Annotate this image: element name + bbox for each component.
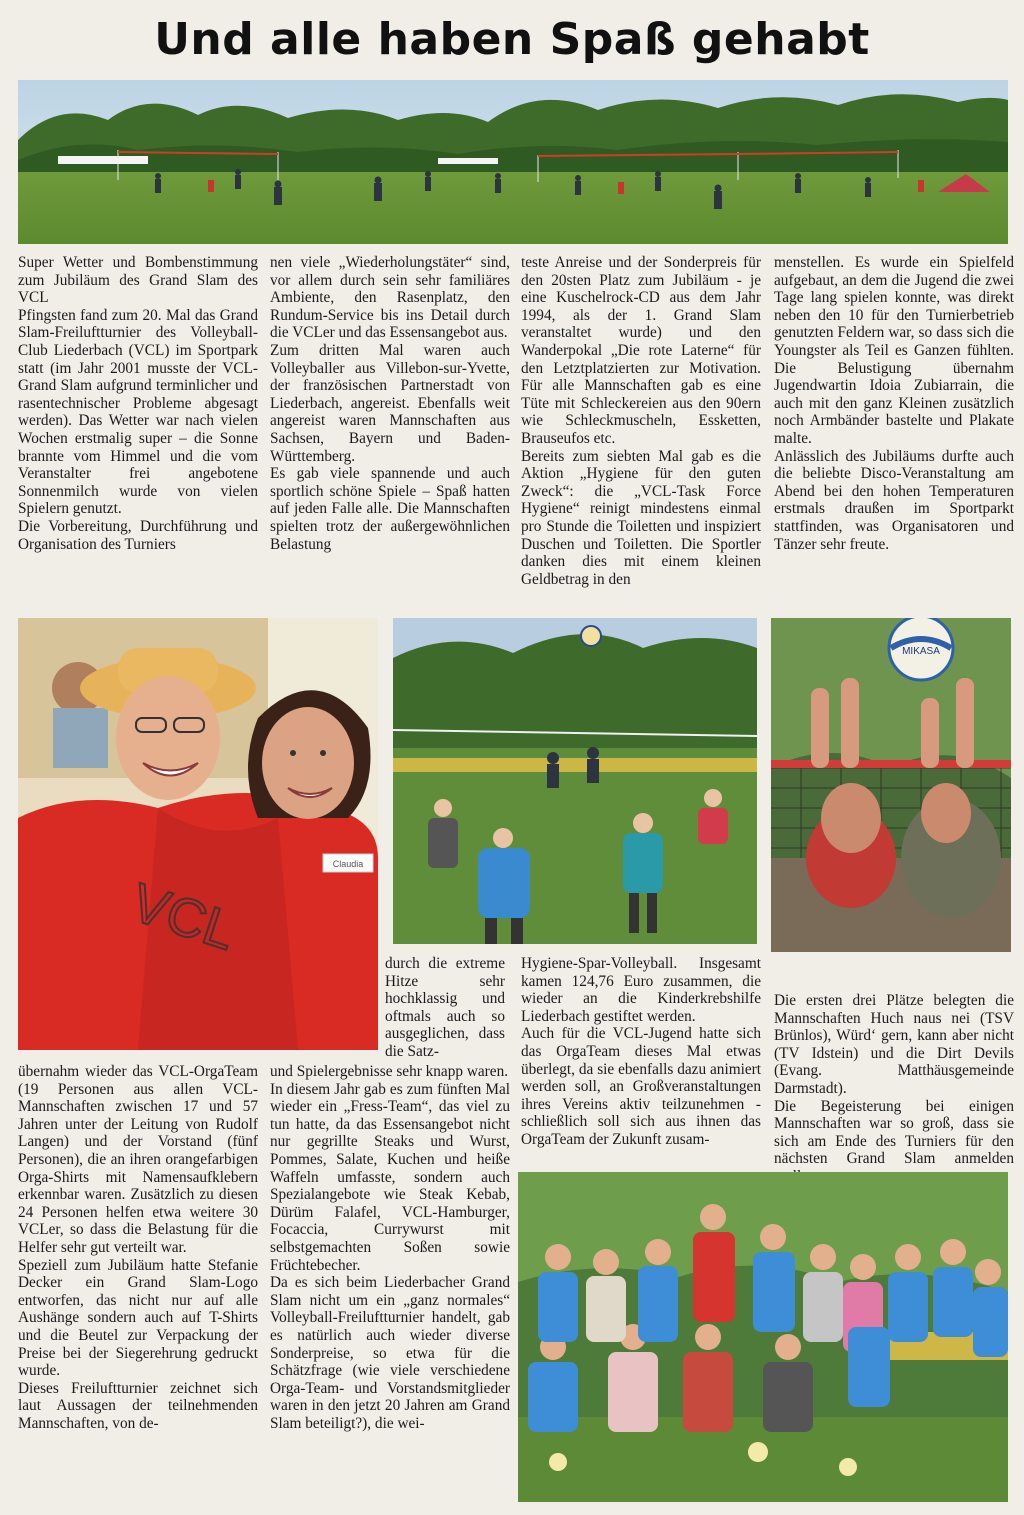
shirt-vcl-text: VCL bbox=[124, 872, 243, 962]
article-column-2-continued: und Spielergebnisse sehr knapp waren. In diesem Jahr gab es zum fünften Mal wieder ein „Fress-Team“, das viel zu tun hatte, da das Essensangebot nicht nur gegrillte Steaks und Wurst, Pommes, Salate, Kuchen und heiße Waffeln umfasste, sondern auch Spezialangebote wie Steak Kebab, Dürüm Falafel, VCL-Hamburger, Focaccia, Currywurst mit selbstgemachten Soßen sowie Früchtebecher. Da es sich beim Liederbacher Grand Slam nicht um ein „ganz normales“ Volleyball-Freiluftturnier handelt, gab es natürlich auch wieder diverse Sonderpreise, so etwa für die Schätzfrage (wie viele verschiedene Orga-Team- und Vorstandsmitglieder waren in den jetzt 20 Jahren am Grand Slam beteiligt?), die wei- bbox=[270, 1063, 510, 1432]
article-column-3: teste Anreise und der Sonderpreis für den 20sten Platz zum Jubiläum - je eine Kuschelrock-CD aus dem Jahr 1994, als der 1. Grand Slam veranstaltet wurde) und den Wanderpokal „Die rote Laterne“ für den Letztplatzierten zur Motivation. Für alle Mannschaften gab es eine Tüte mit Schleckereien aus den 90ern wie Schleckmuscheln, Essketten, Brauseufos etc. Bereits zum siebten Mal gab es die Aktion „Hygiene für den guten Zweck“: die „VCL-Task Force Hygiene“ reinigt mindestens einmal pro Stunde die Toiletten und inspiziert Duschen und Toiletten. Die Sportler danken dies mit einem kleinen Geldbetrag in den bbox=[521, 254, 761, 588]
women-portrait-photo bbox=[18, 618, 378, 1050]
volleyball-game-photo bbox=[393, 618, 757, 944]
headline: Und alle haben Spaß gehabt bbox=[154, 14, 870, 65]
article-column-2-wrap: durch die extreme Hitze sehr hochklassig und oftmals auch so ausgeglichen, dass die Satz- bbox=[385, 955, 505, 1060]
article-column-4: menstellen. Es wurde ein Spielfeld aufgebaut, an dem die Jugend die zwei Tage lang spielen konnte, was direkt neben den 10 für den Turnierbetrieb genutzten Feldern war, so dass sich die Youngster als Teil es Ganzen fühlten. Die Belustigung übernahm Jugendwartin Idoia Zubiarrain, die auch mit den ganz Kleinen zusätzlich noch Armbänder bastelte und Plakate malte. Anlässlich des Jubiläums durfte auch die beliebte Disco-Veranstaltung am Abend bei den hohen Temperaturen erstmals draußen im Sportparkt stattfinden, was Organisatoren und Tänzer sehr freute. bbox=[774, 254, 1014, 553]
article-column-1: Super Wetter und Bombenstimmung zum Jubiläum des Grand Slam des VCL Pfingsten fand zum 20. Mal das Grand Slam-Freiluftturnier des Volleyball-Club Liederbach (VCL) im Sportpark statt (im Jahr 2001 musste der VCL-Grand Slam aufgrund terminlicher und rasentechnischer Probleme abgesagt werden). Das Wetter war nach vielen Wochen erstmalig super – die Sonne brannte vom Himmel und die vom Veranstalter frei angebotene Sonnenmilch wurde von vielen Spielern genutzt. Die Vorbereitung, Durchführung und Organisation des Turniers bbox=[18, 254, 258, 553]
ball-brand-text: MIKASA bbox=[902, 646, 940, 657]
article-column-2: nen viele „Wiederholungstäter“ sind, vor allem durch sein sehr familiäres Ambiente, den Rasenplatz, den Rundum-Service bis ins Detail durch die VCLer und das Essensangebot aus. Zum dritten Mal waren auch Volleyballer aus Villebon-sur-Yvette, der französischen Partnerstadt von Liederbach, angereist. Ebenfalls weit angereist waren Mannschaften aus Sachsen, Bayern und Baden-Württemberg. Es gab viele spannende und auch sportlich schöne Spiele – Spaß hatten auf jeden Falle alle. Die Mannschaften spielten trotz der außergewöhnlichen Belastung bbox=[270, 254, 510, 553]
article-column-4-continued: Die ersten drei Plätze belegten die Mannschaften Huch naus nei (TSV Brünlos), Würd‘ gern, kann aber nicht (TV Idstein) und die Dirt Devils (Evang. Matthäusgemeinde Darmstadt). Die Begeisterung bei einigen Mannschaften war so groß, dass sie sich am Ende des Turniers für den nächsten Grand Slam anmelden bbox=[774, 992, 1014, 1168]
volleyball-block-photo bbox=[771, 618, 1011, 952]
name-badge: Claudia bbox=[332, 859, 364, 869]
article-column-1-continued: übernahm wieder das VCL-OrgaTeam (19 Personen aus allen VCL-Mannschaften zwischen 17 und 57 Jahren unter der Leitung von Rudolf Langen) und der Vorstand (fünf Personen), die an ihren orangefarbigen Orga-Shirts mit Namensaufklebern erkennbar waren. Zusätzlich zu diesen 24 Personen helfen etwa weitere 30 VCLer, so dass die Belastung für die Helfer sehr gut verteilt war. Speziell zum Jubiläum hatte Stefanie Decker ein Grand Slam-Logo entworfen, das nicht nur auf alle Aushänge sondern auch auf T-Shirts und die Beutel zur Verpackung der Preise bei der Siegerehrung gedruckt wurde. Dieses Freiluftturnier zeichnet sich laut Aussagen der teilnehmenden Mannschaften, von de- bbox=[18, 1063, 258, 1432]
volleyball-field-photo bbox=[18, 80, 1008, 244]
article-column-3-continued: Hygiene-Spar-Volleyball. Insgesamt kamen 124,76 Euro zusammen, die wieder an die Kinderkrebshilfe Liederbach gestiftet werden. Auch für die VCL-Jugend hatte sich das OrgaTeam dieses Mal etwas überlegt, da sie ebenfalls dazu animiert werden soll, an Großveranstaltungen ihres Vereins aktiv teilzunehmen - schließlich soll sich aus ihnen das OrgaTeam der Zukunft zusam- bbox=[521, 955, 761, 1148]
team-group-photo bbox=[518, 1172, 1008, 1502]
